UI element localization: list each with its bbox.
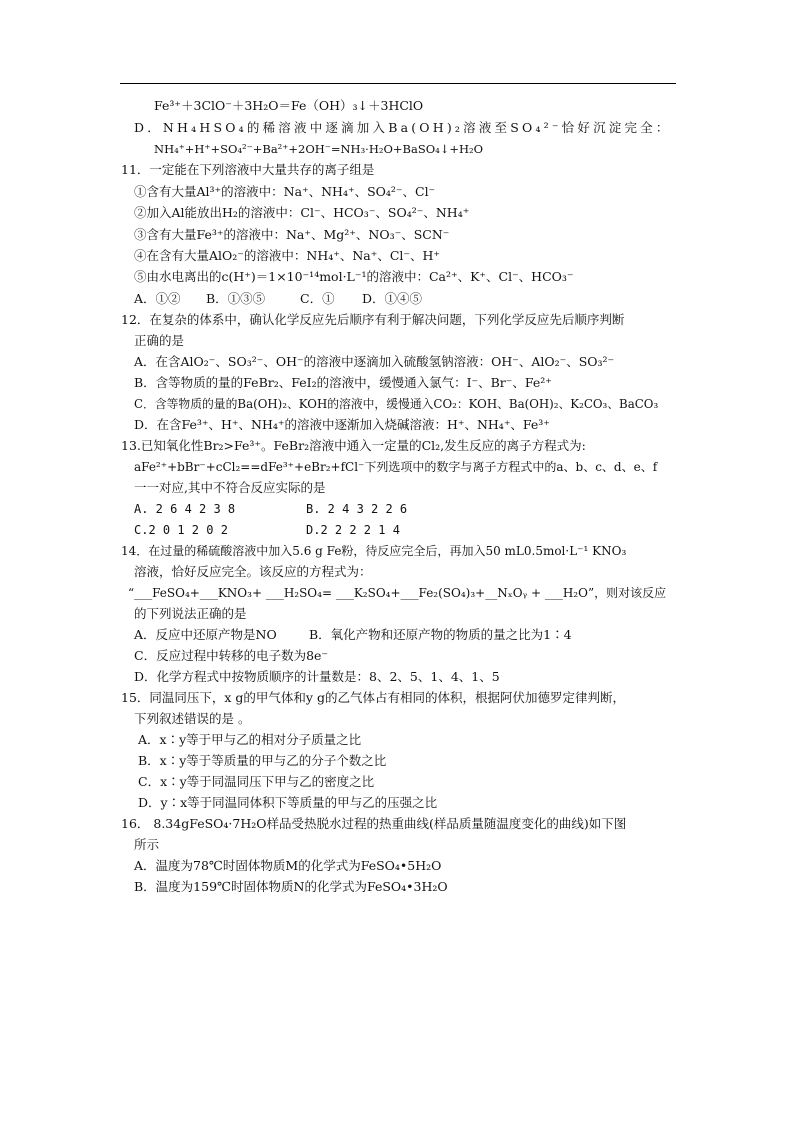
q14-stem-2: 溶液，恰好反应完全。该反应的方程式为： (134, 564, 372, 579)
q12-stem-2: 正确的是 (134, 333, 185, 348)
prev-answer-d-text: D．NH₄HSO₄的稀溶液中逐滴加入Ba(OH)₂溶液至SO₄²⁻恰好沉淀完全： (134, 120, 672, 135)
q11-option-b: B．①③⑤ (206, 291, 266, 306)
q15-option-a: A．x∶y等于甲与乙的相对分子质量之比 (138, 732, 362, 747)
q13-option-c: C.2 0 1 2 0 2 (134, 523, 228, 537)
q11-item-1: ①含有大量Al³⁺的溶液中：Na⁺、NH₄⁺、SO₄²⁻、Cl⁻ (134, 184, 436, 199)
q15-option-b: B．x∶y等于等质量的甲与乙的分子个数之比 (138, 753, 387, 768)
q15-option-c: C．x∶y等于同温同压下甲与乙的密度之比 (138, 774, 375, 789)
q11-item-3: ③含有大量Fe³⁺的溶液中：Na⁺、Mg²⁺、NO₃⁻、SCN⁻ (134, 227, 450, 242)
q11-item-5: ⑤由水电离出的c(H⁺)＝1×10⁻¹⁴mol·L⁻¹的溶液中：Ca²⁺、K⁺、Cl⁻、HCO₃⁻ (134, 269, 574, 284)
q11-option-c: C．① (300, 291, 335, 306)
q12-option-c: C．含等物质的量的Ba(OH)₂、KOH的溶液中，缓慢通入CO₂：KOH、Ba(OH)₂、K₂CO₃、BaCO₃ (134, 397, 659, 411)
q16-stem-1: 16． 8.34gFeSO₄·7H₂O样品受热脱水过程的热重曲线(样品质量随温度变化的曲线)如下图 (121, 816, 627, 831)
q11-item-2: ②加入Al能放出H₂的溶液中：Cl⁻、HCO₃⁻、SO₄²⁻、NH₄⁺ (134, 205, 470, 220)
prev-answer-c-continued: Fe³⁺＋3ClO⁻＋3H₂O＝Fe（OH）₃↓＋3HClO (154, 98, 424, 113)
q15-stem-2: 下列叙述错误的是 。 (134, 711, 251, 726)
q12-option-d: D．在含Fe³⁺、H⁺、NH₄⁺的溶液中逐渐加入烧碱溶液：H⁺、NH₄⁺、Fe³⁺ (134, 417, 550, 432)
q13-option-a: A. 2 6 4 2 3 8 (134, 502, 236, 516)
q14-option-c: C．反应过程中转移的电子数为8e⁻ (134, 648, 329, 663)
q16-stem-2: 所示 (134, 837, 160, 852)
q14-option-d: D．化学方程式中按物质顺序的计量数是：8、2、5、1、4、1、5 (134, 669, 500, 684)
q13-stem-2: aFe²⁺+bBr⁻+cCl₂==dFe³⁺+eBr₂+fCl⁻下列选项中的数字与离子方程式中的a、b、c、d、e、f (134, 460, 658, 474)
q14-equation: “___FeSO₄+___KNO₃+ ___H₂SO₄= ___K₂SO₄+___Fe₂(SO₄)₃+__NₓOᵧ + ___H₂O”，则对该反应 (128, 586, 667, 600)
q13-option-b: B. 2 4 3 2 2 6 (306, 502, 408, 516)
q15-option-d: D．y∶x等于同温同体积下等质量的甲与乙的压强之比 (138, 795, 438, 810)
q13-option-d: D.2 2 2 2 1 4 (306, 523, 400, 537)
q11-item-4: ④在含有大量AlO₂⁻的溶液中：NH₄⁺、Na⁺、Cl⁻、H⁺ (134, 248, 440, 263)
q14-option-b: B．氧化产物和还原产物的物质的量之比为1∶4 (309, 627, 572, 642)
prev-answer-d-equation: NH₄⁺+H⁺+SO₄²⁻+Ba²⁺+2OH⁻=NH₃·H₂O+BaSO₄↓+H₂O (154, 142, 484, 156)
q15-stem-1: 15．同温同压下，x g的甲气体和y g的乙气体占有相同的体积，根据阿伏加德罗定律判断， (121, 690, 625, 705)
q11-option-d: D．①④⑤ (362, 291, 423, 306)
q11-options (134, 291, 422, 307)
q11-option-a: A．①② (134, 291, 181, 306)
q14-stem-4: 的下列说法正确的是 (134, 606, 247, 621)
q11-stem: 11．一定能在下列溶液中大量共存的离子组是 (121, 162, 375, 177)
q12-option-b: B．含等物质的量的FeBr₂、FeI₂的溶液中，缓慢通入氯气：I⁻、Br⁻、Fe²⁺ (134, 375, 552, 390)
q16-option-b: B．温度为159℃时固体物质N的化学式为FeSO₄•3H₂O (134, 879, 448, 894)
q16-option-a: A．温度为78℃时固体物质M的化学式为FeSO₄•5H₂O (134, 858, 442, 873)
q13-stem-3: 一一对应,其中不符合反应实际的是 (134, 480, 326, 495)
q14-option-a: A．反应中还原产物是NO (134, 627, 277, 642)
q14-stem-1: 14．在过量的稀硫酸溶液中加入5.6 g Fe粉，待反应完全后，再加入50 mL0.5mol·L⁻¹ KNO₃ (121, 544, 627, 558)
q12-option-a: A．在含AlO₂⁻、SO₃²⁻、OH⁻的溶液中逐滴加入硫酸氢钠溶液：OH⁻、AlO₂⁻、SO₃²⁻ (134, 354, 615, 369)
q13-stem-1: 13.已知氧化性Br₂>Fe³⁺。FeBr₂溶液中通入一定量的Cl₂,发生反应的离子方程式为: (121, 438, 586, 453)
prev-answer-d (134, 120, 672, 136)
q12-stem-1: 12．在复杂的体系中，确认化学反应先后顺序有利于解决问题，下列化学反应先后顺序判断 (121, 312, 625, 327)
